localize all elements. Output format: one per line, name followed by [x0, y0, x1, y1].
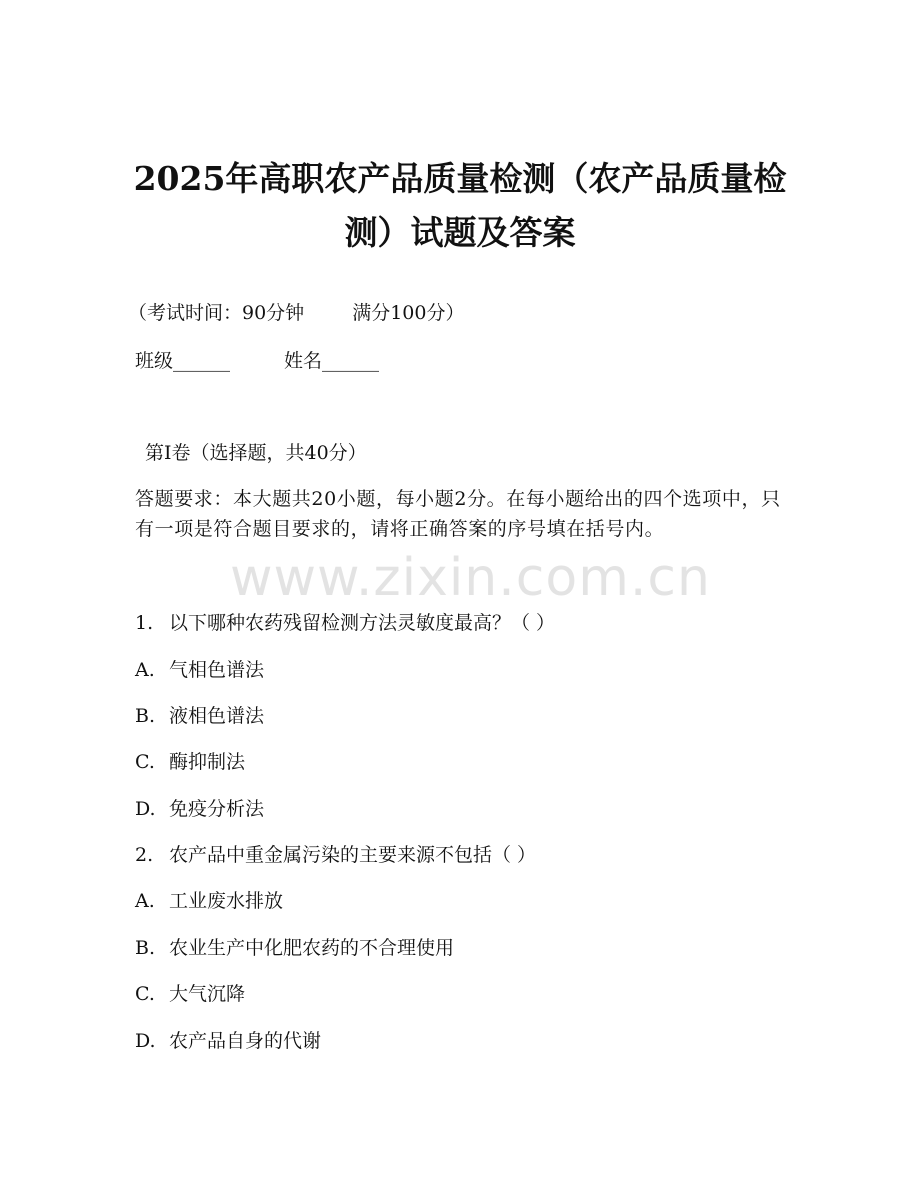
question-number: 1.: [135, 612, 154, 634]
full-score: 满分100分）: [352, 302, 465, 324]
option-letter: C.: [135, 983, 155, 1005]
question-2: [135, 843, 536, 867]
option-letter: B.: [135, 705, 156, 727]
section-title: 第I卷（选择题，共40分）: [145, 442, 367, 464]
option-text: 农业生产中化肥农药的不合理使用: [169, 937, 455, 959]
question-text: 以下哪种农药残留检测方法灵敏度最高？（ ）: [169, 612, 556, 634]
question-1-option-c: [135, 750, 245, 774]
option-letter: A.: [135, 659, 155, 681]
option-text: 工业废水排放: [169, 890, 284, 912]
instructions: 答题要求：本大题共20小题，每小题2分。在每小题给出的四个选项中，只有一项是符合题目要求的，请将正确答案的序号填在括号内。: [135, 488, 781, 540]
class-field: 班级______: [135, 350, 231, 372]
question-number: 2.: [135, 844, 154, 866]
document-title: 2025年高职农产品质量检测（农产品质量检测）试题及答案: [133, 159, 787, 252]
question-1-option-a: [135, 658, 264, 682]
exam-info: [128, 301, 464, 325]
question-2-option-d: [135, 1029, 321, 1053]
option-text: 酶抑制法: [169, 751, 246, 773]
option-letter: B.: [135, 937, 156, 959]
student-info: [135, 349, 379, 373]
question-2-option-a: [135, 889, 283, 913]
option-text: 农产品自身的代谢: [169, 1030, 322, 1052]
question-1-option-d: [135, 797, 264, 821]
option-letter: D.: [135, 1030, 156, 1052]
option-text: 气相色谱法: [169, 659, 265, 681]
option-letter: A.: [135, 890, 155, 912]
option-text: 液相色谱法: [169, 705, 265, 727]
question-text: 农产品中重金属污染的主要来源不包括（ ）: [169, 844, 537, 866]
option-letter: D.: [135, 798, 156, 820]
question-2-option-c: [135, 982, 245, 1006]
question-1-option-b: [135, 704, 264, 728]
name-field: 姓名______: [284, 350, 380, 372]
exam-time: （考试时间：90分钟: [128, 302, 305, 324]
option-text: 大气沉降: [169, 983, 246, 1005]
watermark: www.zixin.com.cn: [230, 548, 711, 608]
question-1: [135, 611, 555, 635]
question-2-option-b: [135, 936, 454, 960]
option-letter: C.: [135, 751, 155, 773]
option-text: 免疫分析法: [169, 798, 265, 820]
